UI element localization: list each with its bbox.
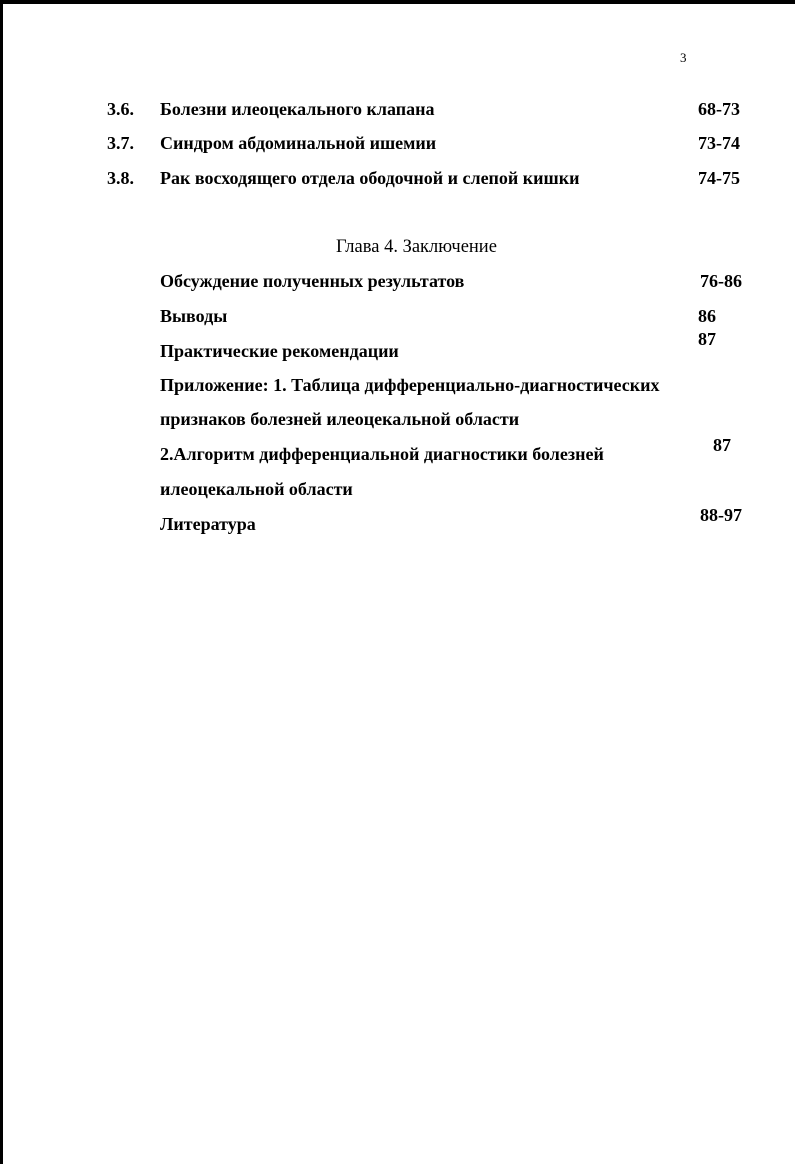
section-number: 3.7. [107, 133, 134, 153]
entry-title-conclusions: Выводы [160, 306, 228, 326]
scan-top-border [0, 0, 795, 4]
appendix-line-1: Приложение: 1. Таблица дифференциально-диагностических [160, 375, 660, 395]
section-title: Синдром абдоминальной ишемии [160, 133, 437, 153]
section-title: Болезни илеоцекального клапана [160, 99, 435, 119]
section-title: Рак восходящего отдела ободочной и слепой кишки [160, 168, 580, 188]
entry-pages-recommendations: 87 [698, 329, 716, 349]
algorithm-pages: 87 [713, 435, 731, 455]
entry-title-discussion: Обсуждение полученных результатов [160, 271, 465, 291]
entry-pages-discussion: 76-86 [700, 271, 742, 291]
chapter-title: Глава 4. Заключение [336, 237, 497, 257]
section-number: 3.6. [107, 99, 134, 119]
section-number: 3.8. [107, 168, 134, 188]
algorithm-line-2: илеоцекальной области [160, 479, 353, 499]
section-pages: 74-75 [698, 168, 740, 188]
page-number: 3 [680, 50, 687, 65]
algorithm-line-1: 2.Алгоритм дифференциальной диагностики болезней [160, 444, 604, 464]
entry-pages-conclusions: 86 [698, 306, 716, 326]
section-pages: 68-73 [698, 99, 740, 119]
scan-left-border [0, 0, 3, 1164]
appendix-line-2: признаков болезней илеоцекальной области [160, 409, 520, 429]
section-pages: 73-74 [698, 133, 740, 153]
entry-pages-literature: 88-97 [700, 505, 742, 525]
entry-title-recommendations: Практические рекомендации [160, 341, 399, 361]
entry-title-literature: Литература [160, 514, 256, 534]
